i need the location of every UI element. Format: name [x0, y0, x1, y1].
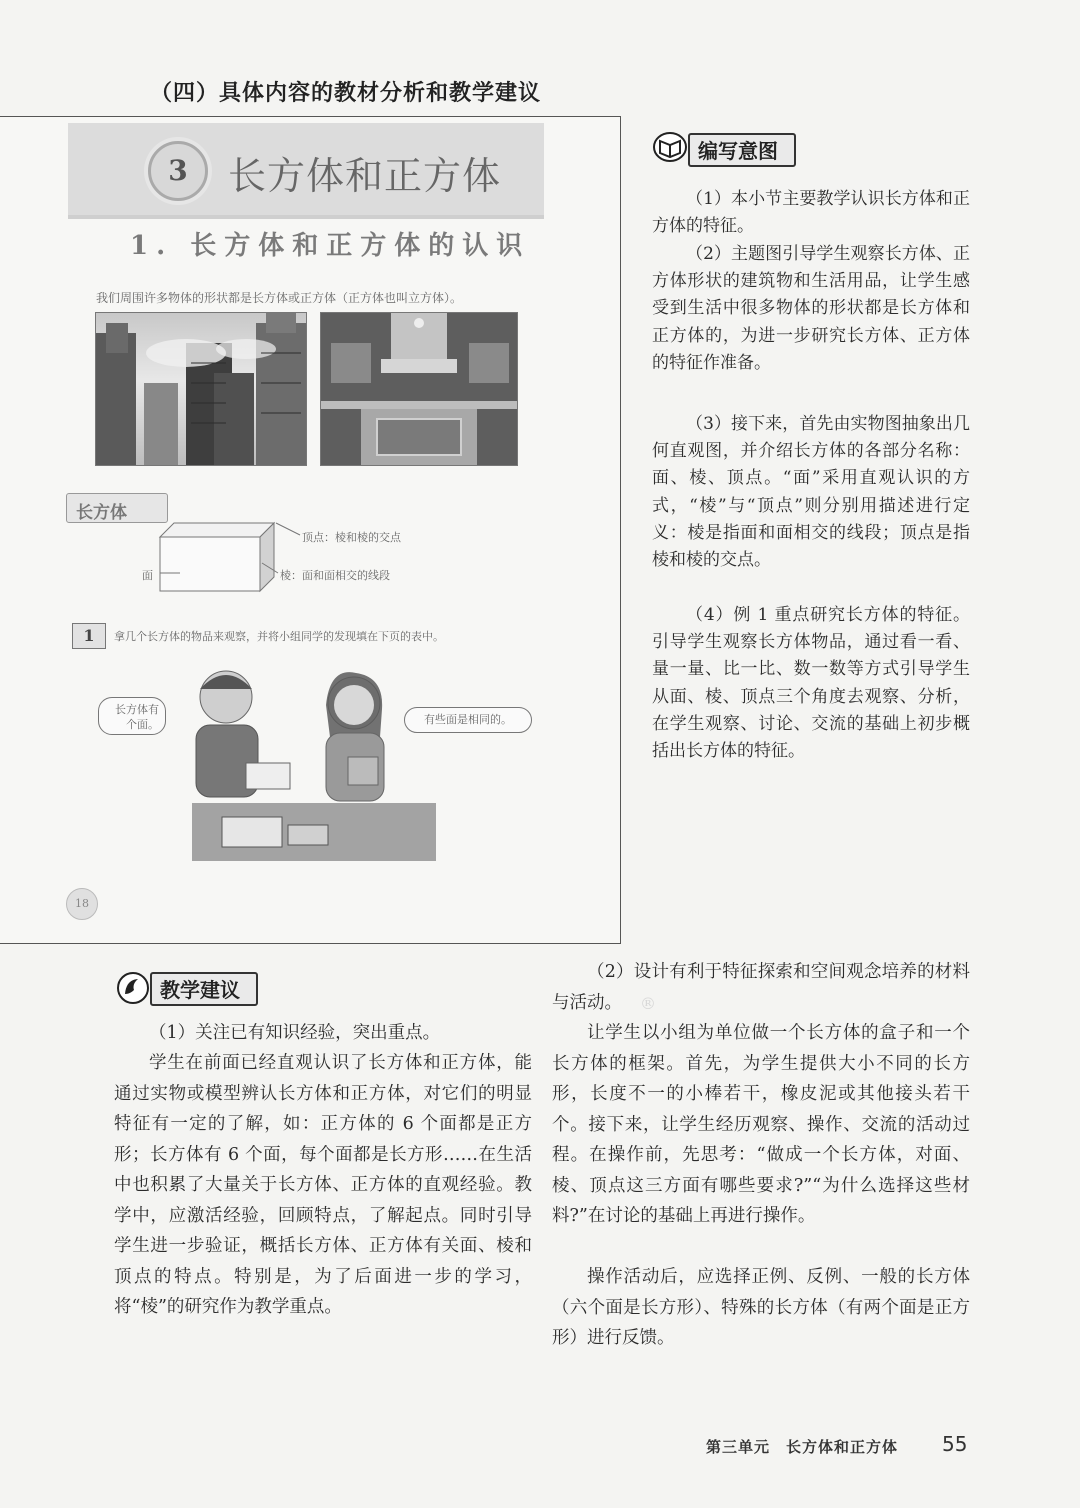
intent-icon: [652, 131, 688, 167]
suggestion-paragraph: 操作活动后，应选择正例、反例、一般的长方体（六个面是长方形）、特殊的长方体（有两个面是正方形）进行反馈。: [552, 1267, 970, 1348]
intent-paragraph: （2）主题图引导学生观察长方体、正方体形状的建筑物和生活用品，让学生感受到生活中很多物体的形状都是长方体和正方体的，为进一步研究长方体、正方体的特征作准备。: [652, 244, 970, 373]
suggestion-heading: 教学建议: [160, 978, 240, 1002]
suggestion-paragraph: 让学生以小组为单位做一个长方体的盒子和一个长方体的框架。首先，为学生提供大小不同的长方形，长度不一的小棒若干，橡皮泥或其他接头若干个。接下来，让学生经历观察、操作、交流的活动过程。在操作前，先思考：“做成一个长方体，对面、棱、顶点这三方面有哪些要求?”“为什么选择这些材料?”在讨论的基础上再进行操作。: [552, 1023, 970, 1226]
bubble-left-line: 个面。: [126, 718, 159, 731]
suggestion-icon: [114, 970, 152, 1010]
bubble-left-line: 长方体有: [115, 703, 159, 716]
section-heading: （四）具体内容的教材分析和教学建议: [150, 81, 542, 106]
face-annotation: 面: [142, 569, 153, 582]
chapter-number-badge: 3: [148, 141, 208, 201]
compass-icon: [114, 970, 152, 1006]
lesson-title: 1. 长方体和正方体的认识: [130, 231, 531, 261]
textbook-page-figure: [0, 116, 621, 944]
desk-objects: [192, 803, 436, 861]
cuboid-label: 长方体: [76, 503, 127, 523]
book-icon: [652, 131, 688, 163]
suggestion-paragraph: （2）设计有利于特征探索和空间观念培养的材料与活动。: [552, 962, 970, 1013]
edge-annotation: 棱：面和面相交的线段: [280, 569, 390, 582]
watermark: ®: [640, 994, 656, 1013]
table-desk: [192, 803, 436, 861]
footer-unit-title: 第三单元 长方体和正方体: [706, 1438, 899, 1456]
example-number-badge: 1: [72, 623, 106, 649]
suggestion-paragraph: （1）关注已有知识经验，突出重点。: [149, 1023, 441, 1043]
intent-paragraph: （4）例 1 重点研究长方体的特征。引导学生观察长方体物品，通过看一看、量一量、比一比、数一数等方式引导学生从面、棱、顶点三个角度去观察、分析，在学生观察、讨论、交流的基础上初步概括出长方体的特征。: [652, 605, 970, 762]
intent-heading: 编写意图: [698, 139, 778, 163]
suggestion-paragraph: 学生在前面已经直观认识了长方体和正方体，能通过实物或模型辨认长方体和正方体，对它们的明显特征有一定的了解，如：正方体的 6 个面都是正方形；长方体有 6 个面，每个面都是长方形……在生活中也积累了大量关于长方体、正方体的直观经验。教学中，应激活经验，回顾特点，了解起点。同时引导学生进一步验证，概括长方体、正方体有关面、棱和顶点的特点。特别是，为了后面进一步的学习，将“棱”的研究作为教学重点。: [114, 1053, 532, 1317]
children-illustration: [180, 667, 420, 807]
chapter-title: 长方体和正方体: [228, 154, 502, 198]
intent-paragraph: （3）接下来，首先由实物图抽象出几何直观图，并介绍长方体的各部分名称：面、棱、顶点。“面”采用直观认识的方式，“棱”与“顶点”则分别用描述进行定义：棱是指面和面相交的线段；顶点是指棱和棱的交点。: [652, 414, 970, 571]
intro-text: 我们周围许多物体的形状都是长方体或正方体（正方体也叫立方体）。: [96, 291, 463, 305]
example-instruction: 拿几个长方体的物品来观察，并将小组同学的发现填在下页的表中。: [114, 630, 444, 643]
textbook-page-number: 18: [66, 888, 98, 920]
footer-page-number: 55: [942, 1432, 968, 1456]
speech-bubble-right: 有些面是相同的。: [404, 707, 532, 733]
intent-paragraph: （1）本小节主要教学认识长方体和正方体的特征。: [652, 189, 970, 237]
speech-bubble-left: [98, 697, 166, 735]
vertex-annotation: 顶点：棱和棱的交点: [302, 531, 401, 544]
